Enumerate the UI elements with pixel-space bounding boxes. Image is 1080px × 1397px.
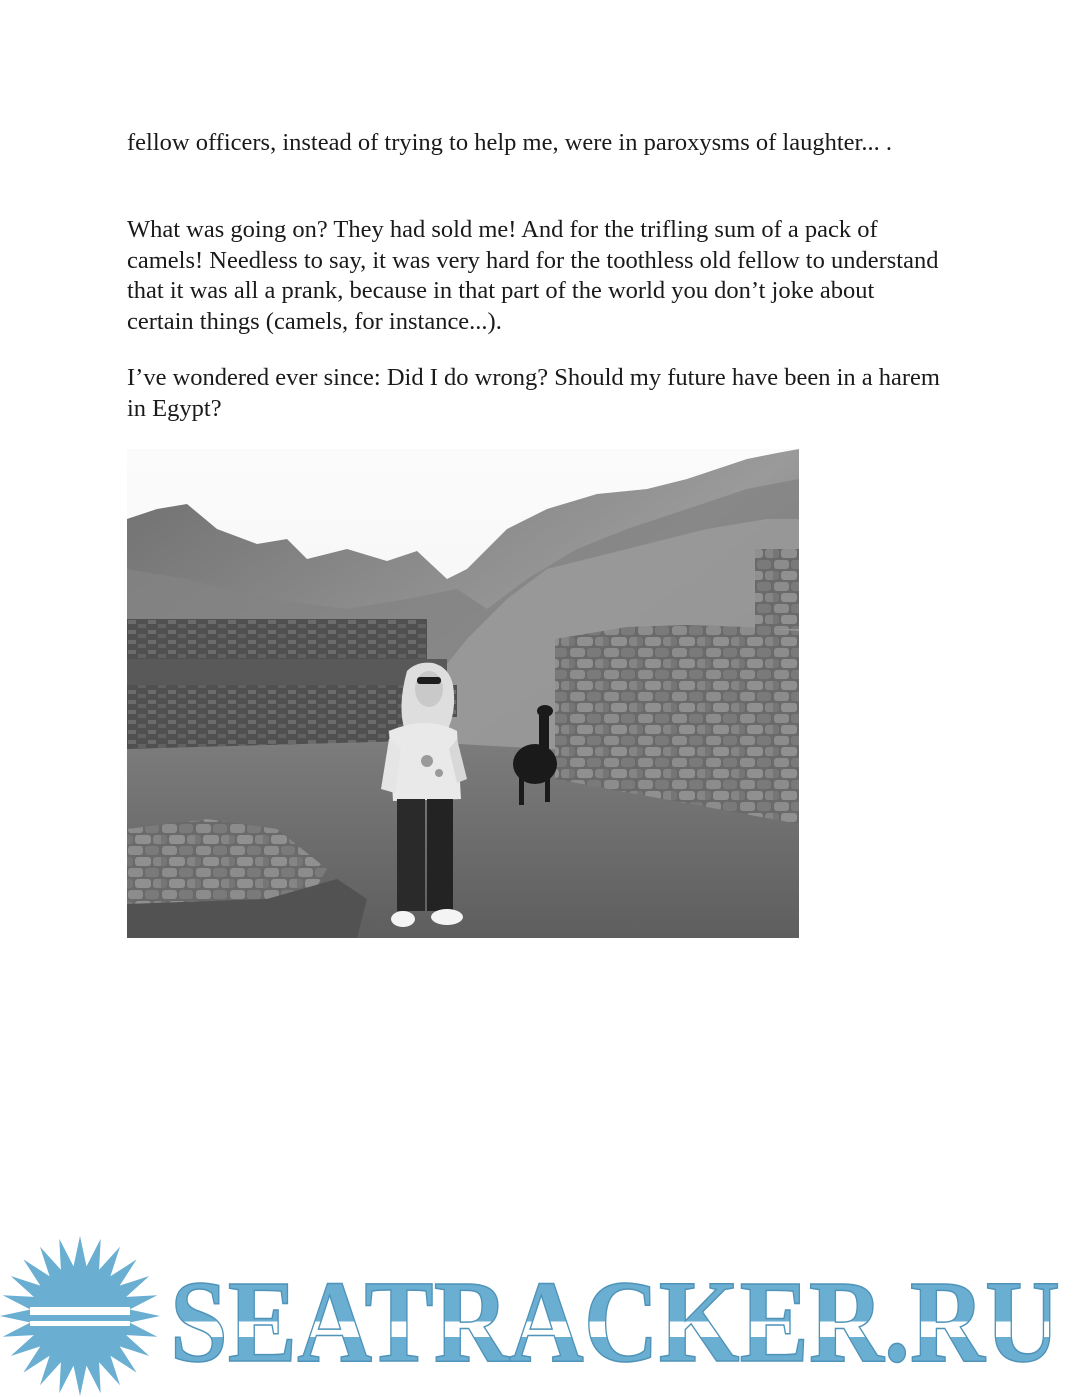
paragraph-3-text: I’ve wondered ever since: Did I do wrong? Should my future have been in a harem in Egypt? bbox=[127, 364, 940, 422]
paragraph-1-text: fellow officers, instead of trying to help me, were in paroxysms of laughter... . bbox=[127, 129, 892, 156]
watermark-logo bbox=[0, 1235, 1080, 1397]
paragraph-2-text: What was going on? They had sold me! And for the trifling sum of a pack of camels! Needless to say, it was very hard for the toothless old fellow to understand that it was all a prank, because in that part of the world you don’t joke about certain things (camels, for instance...). bbox=[127, 216, 939, 335]
watermark-graphic bbox=[0, 1235, 1080, 1397]
paragraph-2 bbox=[127, 215, 947, 337]
watermark-text: SEATRACKER.RU bbox=[170, 1256, 1060, 1387]
paragraph-1 bbox=[127, 128, 947, 159]
sun-icon bbox=[0, 1236, 160, 1396]
photograph-image bbox=[127, 449, 799, 938]
photograph-ruins-with-llama bbox=[127, 449, 799, 938]
paragraph-3 bbox=[127, 363, 947, 424]
